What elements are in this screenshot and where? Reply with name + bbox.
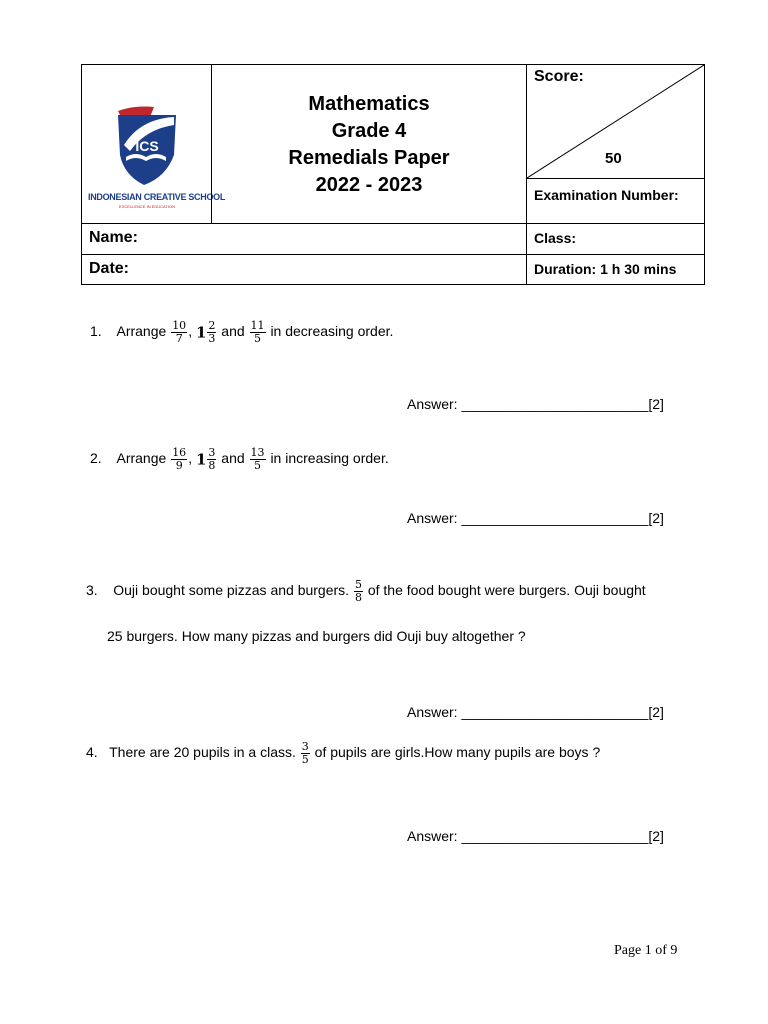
paper-title: [212, 91, 526, 199]
answer-line-3[interactable]: Answer: ________________________[2]: [407, 704, 664, 720]
mixed-whole: 1: [195, 323, 207, 342]
answer-line-4[interactable]: Answer: ________________________[2]: [407, 828, 664, 844]
title-year: 2022 - 2023: [315, 174, 423, 196]
title-subject: Mathematics: [308, 93, 430, 115]
score-label: Score:: [534, 68, 584, 85]
name-label: Name:: [89, 229, 138, 246]
question-2: [90, 447, 389, 472]
score-divider: [527, 178, 704, 179]
question-text: and: [221, 450, 245, 467]
question-3-line-2: 25 burgers. How many pizzas and burgers did Ouji buy altogether ?: [107, 628, 526, 644]
question-4: [86, 741, 600, 766]
class-label: Class:: [534, 230, 577, 246]
question-text: in decreasing order.: [270, 323, 394, 340]
question-1: [90, 320, 393, 345]
question-text: of pupils are girls.How many pupils are boys ?: [314, 744, 601, 761]
page-number: Page 1 of 9: [614, 943, 678, 958]
date-label: Date:: [89, 260, 130, 277]
duration-cell: [526, 254, 705, 285]
separator: ,: [188, 450, 193, 467]
question-text: Ouji bought some pizzas and burgers.: [113, 582, 350, 599]
name-field[interactable]: [81, 223, 527, 255]
separator: ,: [188, 323, 193, 340]
school-name: INDONESIAN CREATIVE SCHOOL: [88, 192, 226, 202]
logo-cell: [81, 64, 226, 224]
question-text: of the food bought were burgers. Ouji bought: [367, 582, 646, 599]
question-3: [86, 579, 646, 604]
date-field[interactable]: [81, 254, 527, 285]
question-text: and: [221, 323, 245, 340]
fraction: $\frac{3}{8}$: [208, 446, 216, 472]
fraction: $\frac{13}{5}$: [250, 446, 265, 472]
question-number: 1.: [90, 323, 102, 340]
question-text: in increasing order.: [270, 450, 389, 467]
question-number: 4.: [86, 744, 98, 761]
fraction: $\frac{5}{8}$: [354, 578, 362, 604]
school-logo-icon: [116, 105, 178, 187]
fraction: $\frac{3}{5}$: [301, 740, 309, 766]
title-cell: [211, 64, 527, 224]
title-paper-type: Remedials Paper: [288, 147, 450, 169]
score-total: 50: [605, 150, 622, 167]
fraction: $\frac{11}{5}$: [250, 319, 265, 345]
exam-number-label: Examination Number:: [534, 187, 679, 203]
fraction: $\frac{10}{7}$: [172, 319, 187, 345]
duration-label: Duration: 1 h 30 mins: [534, 261, 677, 277]
school-tagline: EXCELLENCE IN EDUCATION: [119, 204, 175, 209]
answer-line-1[interactable]: Answer: ________________________[2]: [407, 396, 664, 412]
mixed-whole: 1: [195, 450, 207, 469]
fraction: $\frac{2}{3}$: [208, 319, 216, 345]
question-text: There are 20 pupils in a class.: [109, 744, 296, 761]
question-number: 2.: [90, 450, 102, 467]
answer-line-2[interactable]: Answer: ________________________[2]: [407, 510, 664, 526]
header-table: [81, 64, 705, 285]
fraction: $\frac{16}{9}$: [172, 446, 187, 472]
question-text: Arrange: [116, 323, 167, 340]
score-cell: [526, 64, 705, 224]
class-field[interactable]: [526, 223, 705, 255]
question-number: 3.: [86, 582, 98, 599]
question-text: Arrange: [116, 450, 167, 467]
title-grade: Grade 4: [331, 120, 407, 142]
logo-text: ICS: [135, 138, 159, 154]
